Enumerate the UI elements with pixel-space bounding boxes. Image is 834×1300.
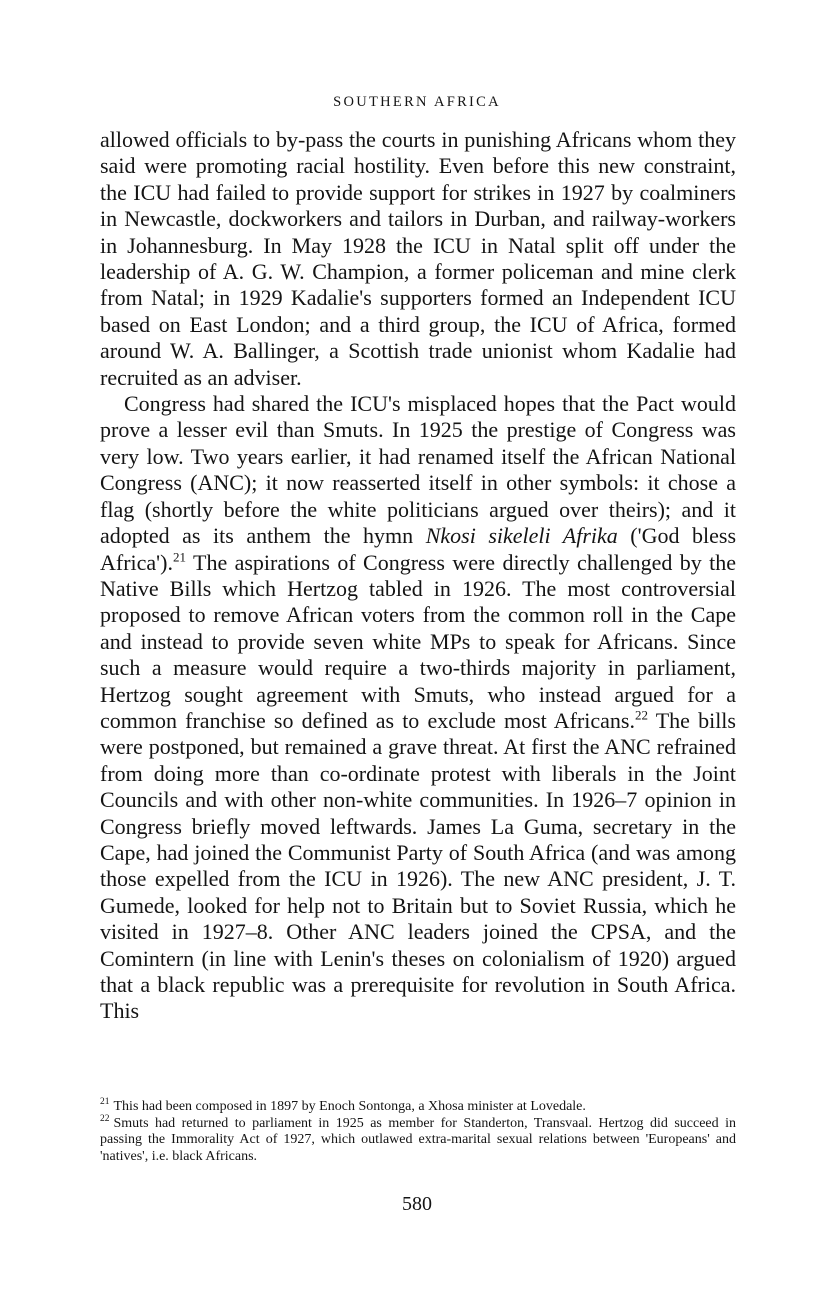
- running-head: SOUTHERN AFRICA: [333, 94, 501, 110]
- paragraph-text: Congress had shared the ICU's misplaced hopes that the Pact would prove a lesser evil than Smuts. In 1925 the prestige of Congress was very low. Two years earlier, it had renamed itself the African National Congress (ANC); it now reasserted itself in other symbols: it chose a flag (shortly before the white politicians argued over theirs); and it adopted as its anthem the hymn: [100, 391, 736, 549]
- footnote-marker[interactable]: 21: [172, 549, 186, 565]
- footnote-text: This had been composed in 1897 by Enoch Sontonga, a Xhosa minister at Lovedale.: [113, 1099, 586, 1114]
- page-number: 580: [402, 1193, 432, 1215]
- footnote-text: Smuts had returned to parliament in 1925 as member for Standerton, Transvaal. Hertzog did succeed in passing the Immorality Act of 1927, which outlawed extra-marital sexual relations between 'Europeans' and 'natives', i.e. black Africans.: [100, 1115, 736, 1164]
- footnote: [100, 1113, 736, 1166]
- footnote: [100, 1099, 736, 1116]
- footnotes: [100, 1099, 736, 1165]
- hymn-title: Nkosi sikeleli Afrika: [425, 523, 618, 549]
- footnote-marker[interactable]: 22: [634, 707, 648, 723]
- body-text: [100, 127, 736, 1025]
- paragraph-text: ('God bless Africa').: [100, 523, 737, 575]
- paragraph-text: The bills were postponed, but remained a grave threat. At first the ANC refrained from doing more than co-ordinate protest with liberals in the Joint Councils and with other non-white communities. In 1926–7 opinion in Congress briefly moved leftwards. James La Guma, secretary in the Cape, had joined the Communist Party of South Africa (and was among those expelled from the ICU in 1926). The new ANC president, J. T. Gumede, looked for help not to Britain but to Soviet Russia, which he visited in 1927–8. Other ANC leaders joined the CPSA, and the Comintern (in line with Lenin's theses on colonialism of 1920) argued that a black republic was a prerequisite for revolution in South Africa. This: [100, 707, 736, 1024]
- footnote-number: 21: [100, 1097, 110, 1108]
- paragraph-text: The aspirations of Congress were directly challenged by the Native Bills which Hertzog tabled in 1926. The most controversial proposed to remove African voters from the common roll in the Cape and instead to provide seven white MPs to speak for Africans. Since such a measure would require a two-thirds majority in parliament, Hertzog sought agreement with Smuts, who instead argued for a common franchise so defined as to exclude most Africans.: [100, 549, 737, 733]
- paragraph: allowed officials to by-pass the courts in punishing Africans whom they said were promoting racial hostility. Even before this new constraint, the ICU had failed to provide support for strikes in 1927 by coalminers in Newcastle, dockworkers and tailors in Durban, and railway-workers in Johannesburg. In May 1928 the ICU in Natal split off under the leadership of A. G. W. Champion, a former policeman and mine clerk from Natal; in 1929 Kadalie's supporters formed an Independent ICU based on East London; and a third group, the ICU of Africa, formed around W. A. Ballinger, a Scottish trade unionist whom Kadalie had recruited as an adviser.: [100, 127, 736, 390]
- footnote-number: 22: [100, 1113, 110, 1124]
- paragraph: [100, 391, 736, 1025]
